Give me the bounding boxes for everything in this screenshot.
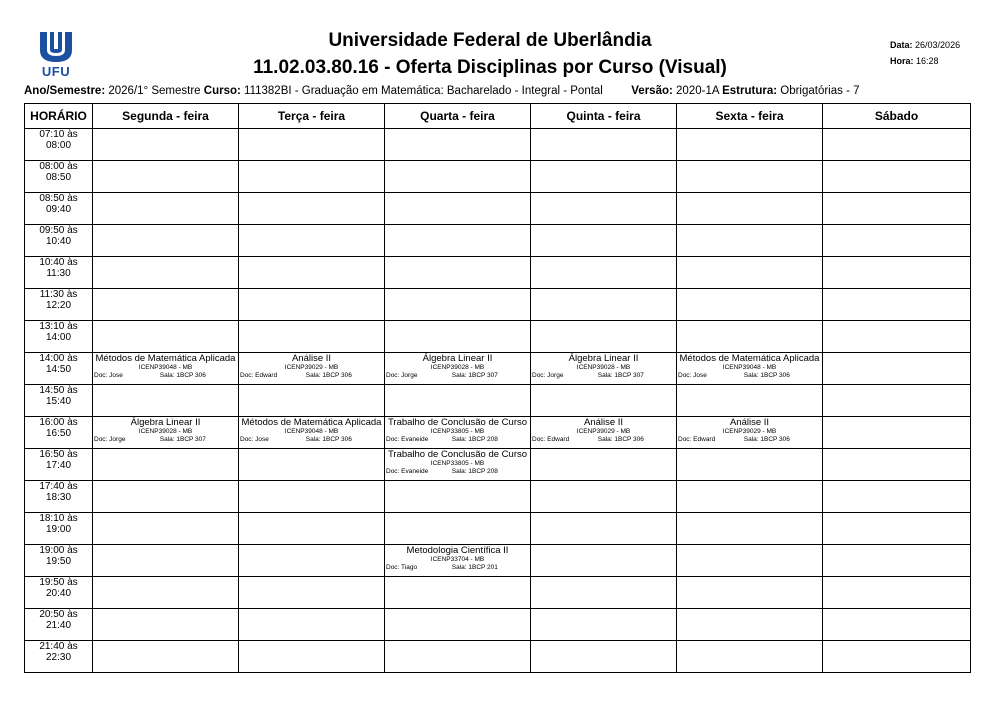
schedule-cell xyxy=(93,353,239,385)
time-slot-line: 14:50 às xyxy=(39,385,78,396)
class-entry[interactable] xyxy=(93,353,238,380)
time-slot-row xyxy=(25,641,971,673)
time-slot-label xyxy=(25,417,93,449)
class-code: ICENP33805 - MB xyxy=(430,428,485,435)
schedule-cell xyxy=(239,321,385,353)
time-slot-line: 10:40 às xyxy=(39,257,78,268)
schedule-cell xyxy=(385,641,531,673)
schedule-cell xyxy=(239,481,385,513)
time-slot-line: 19:00 às xyxy=(39,545,78,556)
schedule-cell xyxy=(531,513,677,545)
schedule-cell xyxy=(823,545,971,577)
class-footer xyxy=(678,372,821,380)
schedule-cell xyxy=(385,545,531,577)
time-slot-line: 11:30 xyxy=(46,268,71,279)
schedule-cell xyxy=(531,193,677,225)
class-name: Álgebra Linear II xyxy=(422,353,493,364)
schedule-cell xyxy=(239,449,385,481)
class-name: Análise II xyxy=(583,417,624,428)
time-slot-row xyxy=(25,417,971,449)
class-room: Sala: 1BCP 307 xyxy=(451,372,498,379)
time-slot-label xyxy=(25,449,93,481)
schedule-cell xyxy=(239,417,385,449)
time-slot-line: 11:30 às xyxy=(39,289,78,300)
ufu-logo xyxy=(32,30,80,82)
estrutura-label: Estrutura: xyxy=(722,85,778,97)
schedule-cell xyxy=(677,609,823,641)
schedule-grid xyxy=(24,103,971,673)
class-footer xyxy=(386,436,529,444)
class-footer xyxy=(532,372,675,380)
class-teacher: Doc: Jose xyxy=(240,436,269,443)
class-footer xyxy=(94,436,237,444)
schedule-cell xyxy=(531,577,677,609)
time-slot-label xyxy=(25,481,93,513)
schedule-cell xyxy=(385,225,531,257)
class-entry[interactable] xyxy=(385,353,530,380)
class-name: Métodos de Matemática Aplicada xyxy=(679,353,820,364)
class-code: ICENP39029 - MB xyxy=(284,364,339,371)
schedule-cell xyxy=(677,161,823,193)
time-slot-label xyxy=(25,545,93,577)
schedule-cell xyxy=(823,353,971,385)
day-header: Terça - feira xyxy=(239,104,385,129)
time-slot-line: 14:00 xyxy=(45,332,72,343)
time-slot-line: 17:40 xyxy=(45,460,72,471)
schedule-cell xyxy=(93,193,239,225)
class-teacher: Doc: Jose xyxy=(94,372,123,379)
schedule-cell xyxy=(385,257,531,289)
schedule-cell xyxy=(677,513,823,545)
time-slot-line: 08:50 às xyxy=(39,193,78,204)
schedule-cell xyxy=(385,129,531,161)
schedule-cell xyxy=(385,609,531,641)
schedule-cell xyxy=(93,289,239,321)
class-name: Metodologia Científica II xyxy=(406,545,509,556)
schedule-cell xyxy=(239,289,385,321)
time-slot-line: 20:40 xyxy=(45,588,72,599)
curso-label: Curso: xyxy=(203,85,241,97)
time-slot-line: 08:50 xyxy=(45,172,72,183)
estrutura-value: Obrigatórias - 7 xyxy=(780,85,860,97)
schedule-cell xyxy=(823,289,971,321)
time-slot-row xyxy=(25,257,971,289)
day-header: Quinta - feira xyxy=(531,104,677,129)
class-name: Trabalho de Conclusão de Curso xyxy=(387,417,528,428)
schedule-cell xyxy=(239,161,385,193)
schedule-cell xyxy=(531,353,677,385)
time-slot-line: 16:50 xyxy=(45,428,72,439)
time-slot-line: 12:20 xyxy=(45,300,72,311)
schedule-cell xyxy=(93,417,239,449)
time-slot-row xyxy=(25,353,971,385)
class-code: ICENP39048 - MB xyxy=(722,364,777,371)
schedule-cell xyxy=(531,129,677,161)
schedule-cell xyxy=(823,609,971,641)
schedule-cell xyxy=(385,481,531,513)
schedule-cell xyxy=(93,577,239,609)
time-slot-row xyxy=(25,449,971,481)
time-slot-label xyxy=(25,385,93,417)
class-entry[interactable] xyxy=(385,417,530,444)
time-slot-label xyxy=(25,641,93,673)
schedule-cell xyxy=(677,417,823,449)
time-header: HORÁRIO xyxy=(25,104,93,129)
class-room: Sala: 1BCP 306 xyxy=(305,372,352,379)
time-slot-line: 20:50 às xyxy=(39,609,78,620)
time-slot-line: 14:00 às xyxy=(39,353,78,364)
class-entry[interactable] xyxy=(239,417,384,444)
class-name: Álgebra Linear II xyxy=(568,353,639,364)
time-slot-row xyxy=(25,161,971,193)
schedule-cell xyxy=(677,577,823,609)
schedule-cell xyxy=(239,609,385,641)
time-slot-line: 21:40 xyxy=(45,620,72,631)
schedule-cell xyxy=(385,161,531,193)
time-value: 16:28 xyxy=(916,56,939,66)
schedule-cell xyxy=(93,225,239,257)
schedule-cell xyxy=(531,417,677,449)
schedule-cell xyxy=(823,385,971,417)
schedule-cell xyxy=(93,513,239,545)
day-header: Sábado xyxy=(823,104,971,129)
versao-label: Versão: xyxy=(631,85,673,97)
class-code: ICENP39029 - MB xyxy=(722,428,777,435)
class-room: Sala: 1BCP 307 xyxy=(159,436,206,443)
schedule-cell xyxy=(239,225,385,257)
date-label: Data: xyxy=(890,40,913,50)
schedule-cell xyxy=(823,257,971,289)
time-slot-label xyxy=(25,321,93,353)
schedule-cell xyxy=(823,129,971,161)
schedule-cell xyxy=(239,513,385,545)
schedule-cell xyxy=(531,321,677,353)
class-room: Sala: 1BCP 208 xyxy=(451,468,498,475)
schedule-cell xyxy=(385,321,531,353)
class-code: ICENP39028 - MB xyxy=(430,364,485,371)
time-slot-line: 10:40 xyxy=(45,236,72,247)
time-slot-label xyxy=(25,161,93,193)
time-slot-label xyxy=(25,257,93,289)
class-code: ICENP39028 - MB xyxy=(138,428,193,435)
course-info-line xyxy=(24,85,994,97)
schedule-cell xyxy=(239,385,385,417)
class-entry[interactable] xyxy=(239,353,384,380)
schedule-cell xyxy=(93,321,239,353)
schedule-cell xyxy=(823,321,971,353)
time-slot-row xyxy=(25,609,971,641)
schedule-cell xyxy=(93,609,239,641)
report-date xyxy=(890,40,960,50)
schedule-cell xyxy=(239,577,385,609)
schedule-cell xyxy=(385,289,531,321)
time-slot-line: 14:50 xyxy=(45,364,72,375)
class-name: Álgebra Linear II xyxy=(130,417,201,428)
time-slot-line: 15:40 xyxy=(45,396,72,407)
time-slot-label xyxy=(25,129,93,161)
report-title: 11.02.03.80.16 - Oferta Disciplinas por Curso (Visual) xyxy=(253,57,727,78)
schedule-cell xyxy=(677,641,823,673)
schedule-cell xyxy=(677,385,823,417)
class-teacher: Doc: Edward xyxy=(678,436,716,443)
schedule-cell xyxy=(823,513,971,545)
class-name: Análise II xyxy=(729,417,770,428)
schedule-cell xyxy=(385,577,531,609)
schedule-cell xyxy=(93,481,239,513)
class-teacher: Doc: Jorge xyxy=(94,436,126,443)
schedule-cell xyxy=(93,545,239,577)
schedule-cell xyxy=(531,545,677,577)
schedule-cell xyxy=(677,449,823,481)
versao-value: 2020-1A xyxy=(676,85,719,97)
time-slot-label xyxy=(25,513,93,545)
time-slot-label xyxy=(25,353,93,385)
schedule-cell xyxy=(677,257,823,289)
time-slot-line: 22:30 xyxy=(45,652,72,663)
class-room: Sala: 1BCP 306 xyxy=(159,372,206,379)
schedule-cell xyxy=(823,225,971,257)
ufu-logo-icon xyxy=(32,30,80,64)
schedule-cell xyxy=(531,289,677,321)
schedule-cell xyxy=(93,257,239,289)
class-entry[interactable] xyxy=(93,417,238,444)
time-slot-row xyxy=(25,289,971,321)
class-footer xyxy=(94,372,237,380)
class-footer xyxy=(386,372,529,380)
time-slot-line: 16:50 às xyxy=(39,449,78,460)
schedule-cell xyxy=(239,353,385,385)
schedule-cell xyxy=(531,225,677,257)
time-slot-line: 09:40 xyxy=(45,204,72,215)
schedule-cell xyxy=(823,641,971,673)
schedule-cell xyxy=(385,385,531,417)
time-slot-line: 08:00 xyxy=(45,140,72,151)
class-room: Sala: 1BCP 208 xyxy=(451,436,498,443)
class-teacher: Doc: Evaneide xyxy=(386,436,429,443)
ano-label: Ano/Semestre: xyxy=(24,85,106,97)
class-code: ICENP33805 - MB xyxy=(430,460,485,467)
time-slot-line: 21:40 às xyxy=(39,641,78,652)
class-footer xyxy=(240,372,383,380)
class-name: Métodos de Matemática Aplicada xyxy=(95,353,236,364)
time-slot-row xyxy=(25,225,971,257)
class-code: ICENP39048 - MB xyxy=(284,428,339,435)
date-value: 26/03/2026 xyxy=(915,40,961,50)
time-slot-label xyxy=(25,289,93,321)
class-teacher: Doc: Jorge xyxy=(532,372,564,379)
class-footer xyxy=(386,564,529,572)
schedule-cell xyxy=(239,257,385,289)
class-footer xyxy=(240,436,383,444)
time-label: Hora: xyxy=(890,56,914,66)
schedule-cell xyxy=(677,193,823,225)
schedule-cell xyxy=(531,609,677,641)
time-slot-line: 09:50 às xyxy=(39,225,78,236)
class-entry[interactable] xyxy=(385,545,530,572)
class-entry[interactable] xyxy=(677,353,822,380)
class-entry[interactable] xyxy=(531,353,676,380)
report-time xyxy=(890,56,939,66)
class-entry[interactable] xyxy=(385,449,530,476)
class-teacher: Doc: Edward xyxy=(532,436,570,443)
schedule-cell xyxy=(93,385,239,417)
time-slot-row xyxy=(25,481,971,513)
class-name: Trabalho de Conclusão de Curso xyxy=(387,449,528,460)
schedule-cell xyxy=(531,161,677,193)
time-slot-label xyxy=(25,577,93,609)
logo-text: UFU xyxy=(41,64,71,79)
class-entry[interactable] xyxy=(677,417,822,444)
class-teacher: Doc: Jose xyxy=(678,372,707,379)
schedule-cell xyxy=(677,545,823,577)
class-teacher: Doc: Evaneide xyxy=(386,468,429,475)
time-slot-line: 18:10 às xyxy=(39,513,78,524)
schedule-cell xyxy=(385,417,531,449)
time-slot-line: 19:00 xyxy=(45,524,72,535)
class-entry[interactable] xyxy=(531,417,676,444)
schedule-cell xyxy=(385,513,531,545)
time-slot-line: 19:50 às xyxy=(39,577,78,588)
day-header: Quarta - feira xyxy=(385,104,531,129)
time-slot-line: 07:10 às xyxy=(39,129,78,140)
schedule-cell xyxy=(93,449,239,481)
day-header: Segunda - feira xyxy=(93,104,239,129)
class-code: ICENP39048 - MB xyxy=(138,364,193,371)
time-slot-line: 16:00 às xyxy=(39,417,78,428)
time-slot-line: 13:10 às xyxy=(39,321,78,332)
schedule-cell xyxy=(677,321,823,353)
schedule-cell xyxy=(677,225,823,257)
schedule-cell xyxy=(531,481,677,513)
curso-value: 111382BI - Graduação em Matemática: Bacharelado - Integral - Pontal xyxy=(244,85,603,97)
class-footer xyxy=(678,436,821,444)
time-slot-line: 18:30 xyxy=(45,492,72,503)
class-footer xyxy=(532,436,675,444)
schedule-cell xyxy=(677,129,823,161)
schedule-cell xyxy=(385,193,531,225)
schedule-cell xyxy=(93,641,239,673)
header-row xyxy=(25,104,971,129)
time-slot-line: 17:40 às xyxy=(39,481,78,492)
schedule-cell xyxy=(385,449,531,481)
class-code: ICENP39029 - MB xyxy=(576,428,631,435)
schedule-cell xyxy=(239,193,385,225)
time-slot-row xyxy=(25,577,971,609)
class-teacher: Doc: Edward xyxy=(240,372,278,379)
schedule-cell xyxy=(823,481,971,513)
class-code: ICENP33704 - MB xyxy=(430,556,485,563)
schedule-cell xyxy=(93,161,239,193)
class-teacher: Doc: Jorge xyxy=(386,372,418,379)
class-teacher: Doc: Tiago xyxy=(386,564,418,571)
schedule-cell xyxy=(531,257,677,289)
time-slot-row xyxy=(25,385,971,417)
time-slot-row xyxy=(25,129,971,161)
class-room: Sala: 1BCP 306 xyxy=(743,436,790,443)
class-room: Sala: 1BCP 306 xyxy=(743,372,790,379)
schedule-cell xyxy=(531,449,677,481)
schedule-cell xyxy=(823,449,971,481)
class-room: Sala: 1BCP 201 xyxy=(451,564,498,571)
time-slot-row xyxy=(25,513,971,545)
university-name: Universidade Federal de Uberlândia xyxy=(328,30,652,51)
class-room: Sala: 1BCP 306 xyxy=(597,436,644,443)
day-header: Sexta - feira xyxy=(677,104,823,129)
schedule-cell xyxy=(239,129,385,161)
class-name: Métodos de Matemática Aplicada xyxy=(241,417,382,428)
schedule-cell xyxy=(823,161,971,193)
ano-value: 2026/1° Semestre xyxy=(108,85,201,97)
class-footer xyxy=(386,468,529,476)
schedule-cell xyxy=(531,641,677,673)
time-slot-line: 08:00 às xyxy=(39,161,78,172)
schedule-cell xyxy=(385,353,531,385)
schedule-cell xyxy=(677,289,823,321)
time-slot-line: 19:50 xyxy=(45,556,72,567)
schedule-cell xyxy=(93,129,239,161)
time-slot-row xyxy=(25,545,971,577)
class-room: Sala: 1BCP 307 xyxy=(597,372,644,379)
schedule-cell xyxy=(823,577,971,609)
schedule-cell xyxy=(823,193,971,225)
time-slot-label xyxy=(25,609,93,641)
time-slot-label xyxy=(25,225,93,257)
class-name: Análise II xyxy=(291,353,332,364)
schedule-cell xyxy=(239,641,385,673)
schedule-cell xyxy=(239,545,385,577)
time-slot-row xyxy=(25,193,971,225)
time-slot-row xyxy=(25,321,971,353)
time-slot-label xyxy=(25,193,93,225)
class-code: ICENP39028 - MB xyxy=(576,364,631,371)
schedule-cell xyxy=(823,417,971,449)
schedule-cell xyxy=(531,385,677,417)
schedule-cell xyxy=(677,353,823,385)
schedule-cell xyxy=(677,481,823,513)
class-room: Sala: 1BCP 306 xyxy=(305,436,352,443)
